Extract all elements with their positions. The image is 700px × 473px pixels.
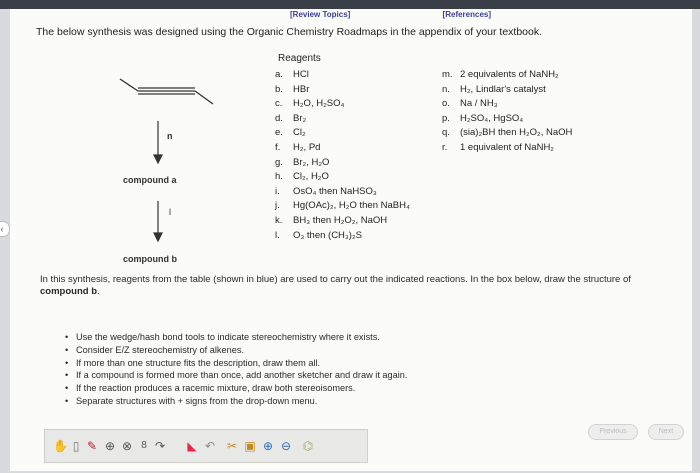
- reagent-item: p. H₂SO₄, HgSO₄: [442, 112, 524, 124]
- bullet-item: • Consider E/Z stereochemistry of alkenes.: [65, 344, 244, 355]
- review-topics-link[interactable]: [Review Topics]: [290, 10, 351, 19]
- previous-button[interactable]: Previous: [588, 424, 638, 440]
- ring-icon[interactable]: ◣: [187, 439, 197, 453]
- bullet-item: • Separate structures with + signs from the drop-down menu.: [65, 395, 318, 406]
- reagent-item: b. HBr: [275, 83, 310, 95]
- reagent-item: j. Hg(OAc)₂, H₂O then NaBH₄: [275, 200, 410, 212]
- arrow-2-reagent: l: [169, 207, 171, 217]
- compound-b-emphasis: compound b: [40, 286, 97, 297]
- reagent-item: l. O₃ then (CH₃)₂S: [275, 229, 362, 241]
- reagents-title: Reagents: [278, 53, 321, 64]
- references-link[interactable]: [References]: [442, 10, 492, 19]
- reagent-item: r. 1 equivalent of NaNH₂: [442, 141, 554, 153]
- next-button[interactable]: Next: [648, 424, 684, 440]
- reagents-right-column: [442, 68, 572, 156]
- bullet-item: • Use the wedge/hash bond tools to indicate stereochemistry where it exists.: [65, 332, 380, 342]
- reagent-item: i. OsO₄ then NaHSO₃: [275, 185, 377, 197]
- zoom-in-icon[interactable]: ⊕: [262, 439, 274, 453]
- compound-a-label: compound a: [123, 175, 177, 185]
- reagent-item: f. H₂, Pd: [275, 141, 321, 153]
- bullet-item: • If more than one structure fits the description, draw them all.: [65, 357, 321, 368]
- starting-alkyne: [120, 79, 213, 104]
- zoom-icon[interactable]: ⊗: [121, 439, 133, 453]
- reagent-item: o. Na / NH₃: [442, 98, 498, 110]
- reagent-item: g. Br₂, H₂O: [275, 156, 330, 168]
- arrow-1-reagent: n: [167, 131, 173, 141]
- question-page: [10, 9, 692, 471]
- reagents-left-column: [275, 68, 410, 243]
- reagent-item: q. (sia)₂BH then H₂O₂, NaOH: [442, 127, 573, 139]
- reaction-arrow-1: [154, 121, 162, 163]
- sketcher-toolbar: [44, 429, 368, 463]
- plus-charge-icon[interactable]: ⊕: [104, 439, 116, 453]
- hand-icon[interactable]: ✋: [53, 439, 68, 453]
- collapse-panel-icon[interactable]: ‹: [0, 221, 10, 237]
- reagent-item: k. BH₃ then H₂O₂, NaOH: [275, 214, 388, 226]
- pencil-icon[interactable]: ✎: [86, 439, 98, 453]
- bullet-item: • If the reaction produces a racemic mixture, draw both stereoisomers.: [65, 383, 356, 394]
- reaction-scheme: [10, 9, 270, 289]
- eraser-icon[interactable]: ▯: [72, 439, 80, 453]
- reagent-item: d. Br₂: [275, 112, 307, 124]
- copy-icon[interactable]: ▣: [244, 439, 256, 453]
- zoom-label[interactable]: 8: [141, 440, 147, 451]
- cut-icon[interactable]: ✂: [226, 439, 238, 453]
- reagent-item: n. H₂, Lindlar's catalyst: [442, 83, 546, 95]
- sketch-icon[interactable]: ⌬: [302, 439, 314, 453]
- reagent-item: e. Cl₂: [275, 127, 306, 139]
- reaction-arrow-2: [154, 201, 162, 241]
- task-instructions: In this synthesis, reagents from the table (shown in blue) are used to carry out the indicated reactions. In the box below, draw the structure of compound b.: [40, 274, 631, 297]
- intro-text: The below synthesis was designed using the Organic Chemistry Roadmaps in the appendix of your textbook.: [36, 26, 543, 38]
- reagent-item: h. Cl₂, H₂O: [275, 171, 329, 183]
- compound-b-label: compound b: [123, 254, 177, 264]
- reagent-item: m. 2 equivalents of NaNH₂: [442, 69, 559, 80]
- reagent-item: c. H₂O, H₂SO₄: [275, 98, 345, 110]
- top-bar: [0, 0, 700, 9]
- instruction-bullets: [65, 331, 407, 408]
- undo-icon[interactable]: ↶: [204, 439, 216, 453]
- bullet-item: • If a compound is formed more than once, add another sketcher and draw it again.: [65, 370, 408, 381]
- nav-links: [290, 10, 581, 19]
- reagent-item: a. HCl: [275, 69, 309, 80]
- redo-icon[interactable]: ↷: [154, 439, 166, 453]
- zoom-out-icon[interactable]: ⊖: [280, 439, 292, 453]
